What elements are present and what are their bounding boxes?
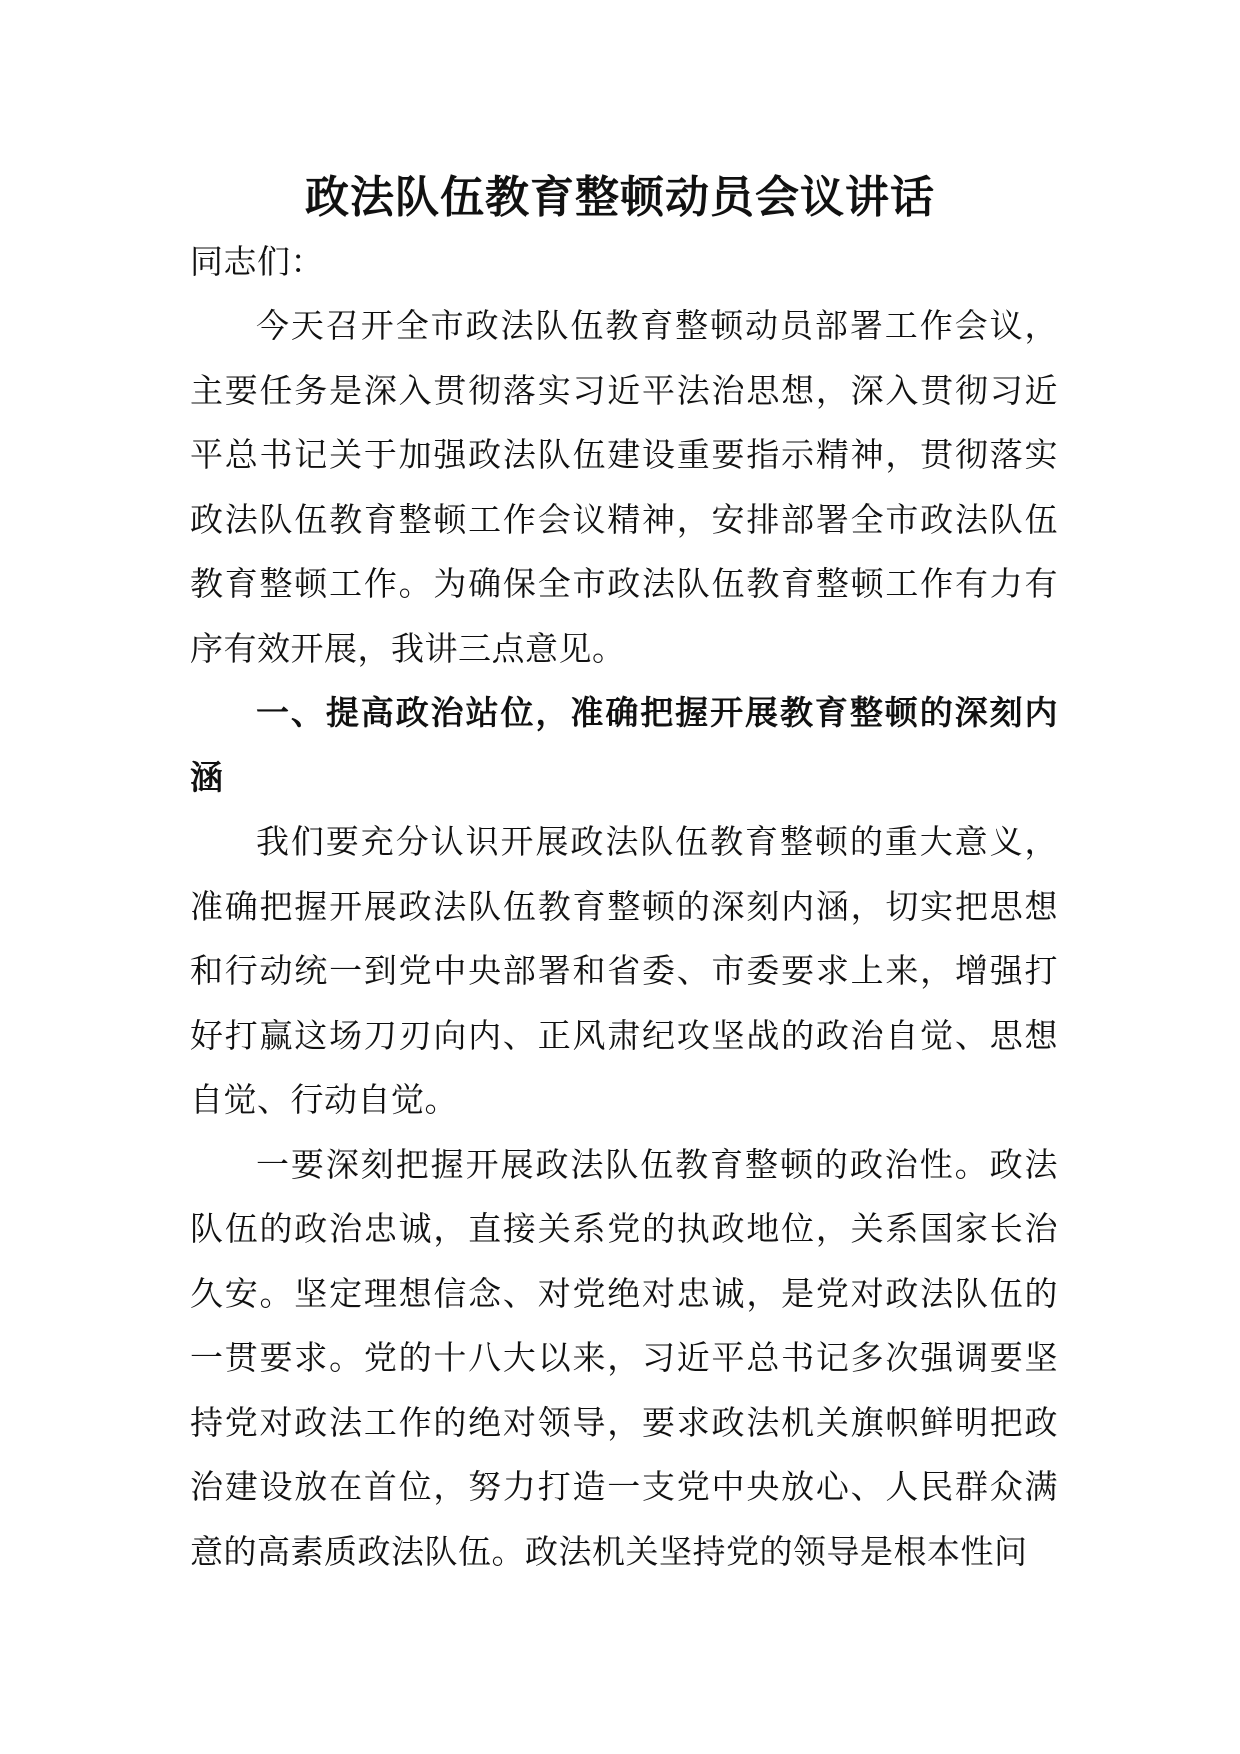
salutation: 同志们： bbox=[190, 242, 324, 281]
paragraph-political-nature: 一要深刻把握开展政法队伍教育整顿的政治性。政法队伍的政治忠诚，直接关系党的执政地位，关系国家长治久安。坚定理想信念、对党绝对忠诚，是党对政法队伍的一贯要求。党的十八大以来，习近平总书记多次强调要坚持党对政法工作的绝对领导，要求政法机关旗帜鲜明把政治建设放在首位，努力打造一支党中央放心、人民群众满意的高素质政法队伍。政法机关坚持党的领导是根本性问 bbox=[190, 1144, 1058, 1571]
paragraph-intro: 今天召开全市政法队伍教育整顿动员部署工作会议，主要任务是深入贯彻落实习近平法治思想，深入贯彻习近平总书记关于加强政法队伍建设重要指示精神，贯彻落实政法队伍教育整顿工作会议精神，安排部署全市政法队伍教育整顿工作。为确保全市政法队伍教育整顿工作有力有序有效开展，我讲三点意见。 bbox=[190, 306, 1058, 668]
document-title: 政法队伍教育整顿动员会议讲话 bbox=[305, 172, 935, 223]
document-body bbox=[190, 230, 1058, 1584]
paragraph-significance: 我们要充分认识开展政法队伍教育整顿的重大意义，准确把握开展政法队伍教育整顿的深刻内涵，切实把思想和行动统一到党中央部署和省委、市委要求上来，增强打好打赢这场刀刃向内、正风肃纪攻坚战的政治自觉、思想自觉、行动自觉。 bbox=[190, 822, 1058, 1119]
section-heading-1: 一、提高政治站位，准确把握开展教育整顿的深刻内涵 bbox=[190, 693, 1058, 797]
